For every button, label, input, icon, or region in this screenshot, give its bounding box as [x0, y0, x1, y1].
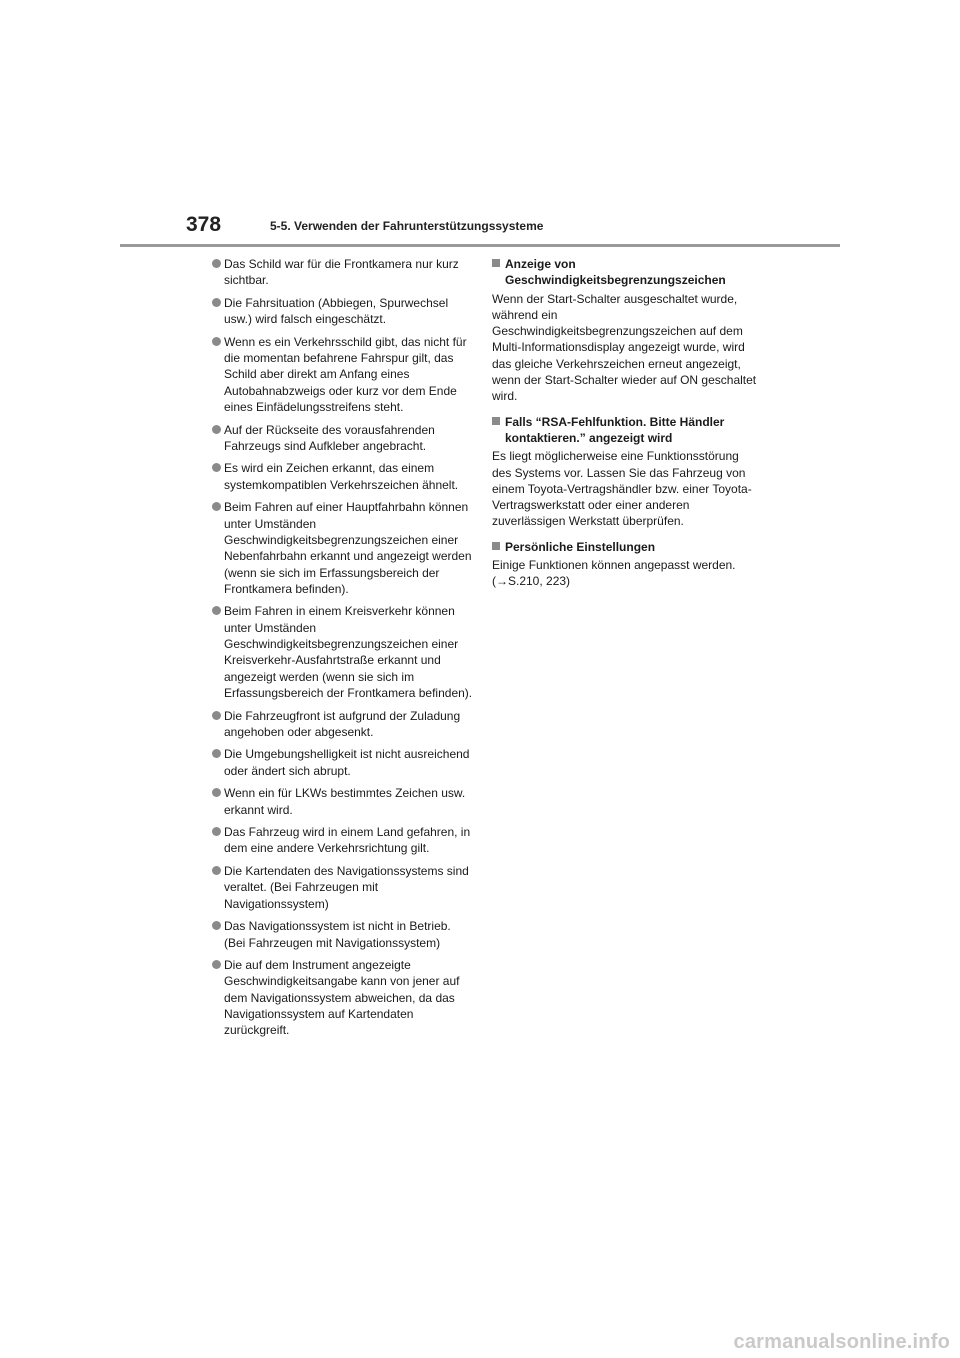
list-item: Das Fahrzeug wird in einem Land gefahren, in dem eine andere Verkehrsrichtung gilt.: [212, 824, 474, 857]
list-item: Auf der Rückseite des vorausfahrenden Fahrzeugs sind Aufkleber angebracht.: [212, 422, 474, 455]
list-item: Die Fahrsituation (Abbiegen, Spurwechsel usw.) wird falsch eingeschätzt.: [212, 295, 474, 328]
list-item: Die Kartendaten des Navigationssystems sind veraltet. (Bei Fahrzeugen mit Navigationssystem): [212, 863, 474, 912]
section-speed-limit-display: [492, 256, 760, 405]
section-heading: Falls “RSA-Fehlfunktion. Bitte Händler kontaktieren.” angezeigt wird: [492, 414, 760, 447]
bullet-dot-icon: [212, 298, 221, 307]
bullet-dot-icon: [212, 606, 221, 615]
list-item: Die Umgebungshelligkeit ist nicht ausreichend oder ändert sich abrupt.: [212, 746, 474, 779]
section-body: Es liegt möglicherweise eine Funktionsstörung des Systems vor. Lassen Sie das Fahrzeug von einem Toyota-Vertragshändler bzw. einer Toyota-Vertragswerkstatt oder einer anderen zuverlässigen Werkstatt überprüfen.: [492, 449, 752, 529]
bullet-dot-icon: [212, 425, 221, 434]
bullet-dot-icon: [212, 788, 221, 797]
section-heading: Anzeige von Geschwindigkeitsbegrenzungszeichen: [492, 256, 760, 289]
section-body: Einige Funktionen können angepasst werden. (→S.210, 223): [492, 558, 736, 589]
list-item: Beim Fahren in einem Kreisverkehr können unter Umständen Geschwindigkeitsbegrenzungszeichen einer Kreisverkehr-Ausfahrtstraße erkannt und angezeigt werden (wenn sie sich im Erfassungsbereich der Frontkamera befinden).: [212, 603, 474, 701]
list-item: Es wird ein Zeichen erkannt, das einem systemkompatiblen Verkehrszeichen ähnelt.: [212, 460, 474, 493]
bullet-dot-icon: [212, 866, 221, 875]
bullet-dot-icon: [212, 711, 221, 720]
section-title: 5-5. Verwenden der Fahrunterstützungssysteme: [270, 219, 544, 233]
page-number: 378: [186, 213, 222, 236]
section-personal-settings: [492, 539, 760, 590]
list-item: Wenn es ein Verkehrsschild gibt, das nicht für die momentan befahrene Fahrspur gilt, das Schild aber direkt am Anfang eines Autobahnabzweigs oder kurz vor dem Ende eines Einfädelungsstreifens steht.: [212, 334, 474, 415]
list-item: Das Schild war für die Frontkamera nur kurz sichtbar.: [212, 256, 474, 289]
bullet-dot-icon: [212, 259, 221, 268]
bullet-dot-icon: [212, 921, 221, 930]
list-item: Die Fahrzeugfront ist aufgrund der Zuladung angehoben oder abgesenkt.: [212, 708, 474, 741]
bullet-dot-icon: [212, 827, 221, 836]
bullet-dot-icon: [212, 463, 221, 472]
square-bullet-icon: [492, 259, 500, 267]
list-item: Beim Fahren auf einer Hauptfahrbahn können unter Umständen Geschwindigkeitsbegrenzungszeichen einer Nebenfahrbahn erkannt und angezeigt werden (wenn sie sich im Erfassungsbereich der Frontkamera befinden).: [212, 499, 474, 597]
square-bullet-icon: [492, 417, 500, 425]
list-item: Wenn ein für LKWs bestimmtes Zeichen usw. erkannt wird.: [212, 785, 474, 818]
section-heading: Persönliche Einstellungen: [492, 539, 760, 555]
bullet-dot-icon: [212, 960, 221, 969]
list-item: Das Navigationssystem ist nicht in Betrieb. (Bei Fahrzeugen mit Navigationssystem): [212, 918, 474, 951]
section-rsa-malfunction: [492, 414, 760, 530]
bullet-dot-icon: [212, 337, 221, 346]
list-item: Die auf dem Instrument angezeigte Geschwindigkeitsangabe kann von jener auf dem Navigationssystem abweichen, da das Navigationssystem auf Kartendaten zurückgreift.: [212, 957, 474, 1038]
left-column: [212, 256, 474, 1045]
page-header: [120, 212, 840, 248]
square-bullet-icon: [492, 542, 500, 550]
header-rule: [120, 244, 840, 247]
right-column: [492, 256, 760, 599]
bullet-dot-icon: [212, 749, 221, 758]
section-body: Wenn der Start-Schalter ausgeschaltet wurde, während ein Geschwindigkeitsbegrenzungszeichen auf dem Multi-Informationsdisplay angezeigt wurde, wird das gleiche Verkehrszeichen erneut angezeigt, wenn der Start-Schalter wieder auf ON geschaltet wird.: [492, 291, 757, 404]
bullet-dot-icon: [212, 502, 221, 511]
bullet-list: [212, 256, 474, 1039]
watermark: carmanualsonline.info: [733, 1331, 950, 1353]
